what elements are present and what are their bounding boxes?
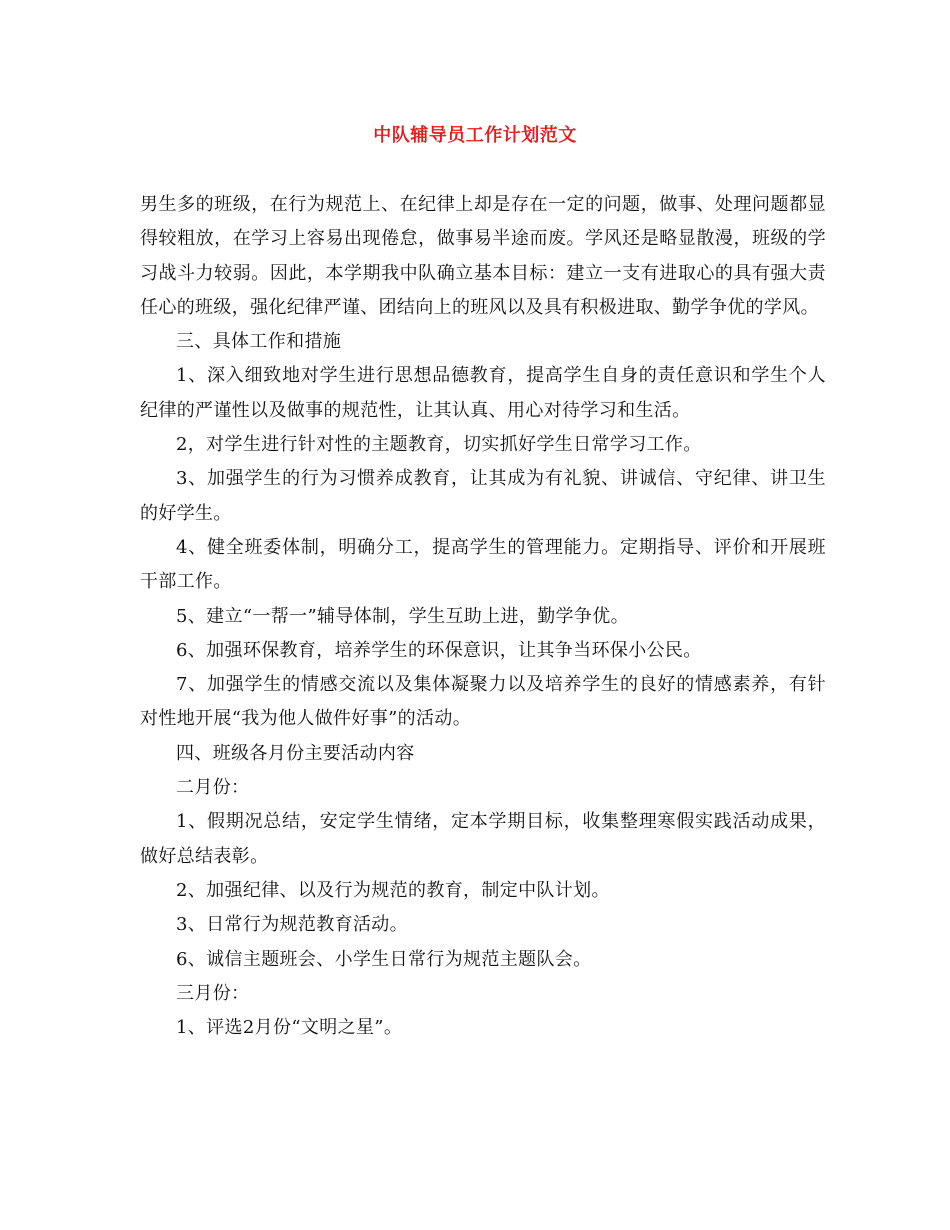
paragraph-intro: 男生多的班级，在行为规范上、在纪律上却是存在一定的问题，做事、处理问题都显得较粗放，在学习上容易出现倦怠，做事易半途而废。学风还是略显散漫，班级的学习战斗力较弱。因此，本学期我中队确立基本目标：建立一支有进取心的具有强大责任心的班级，强化纪律严谨、团结向上的班风以及具有积极进取、勤学争优的学风。 (140, 194, 826, 318)
list-item-march-1: 1、评选2月份“文明之星”。 (176, 1017, 403, 1039)
list-item-measure-1: 1、深入细致地对学生进行思想品德教育，提高学生自身的责任意识和学生个人纪律的严谨性以及做事的规范性，让其认真、用心对待学习和生活。 (140, 365, 826, 421)
section-heading-measures: 三、具体工作和措施 (176, 331, 342, 353)
list-item-measure-4: 4、健全班委体制，明确分工，提高学生的管理能力。定期指导、评价和开展班干部工作。 (140, 536, 826, 593)
document-body (140, 188, 826, 1045)
list-item-measure-5: 5、建立“一帮一”辅导体制，学生互助上进，勤学争优。 (176, 605, 629, 627)
list-item-february-2: 2、加强纪律、以及行为规范的教育，制定中队计划。 (176, 879, 610, 901)
list-item-measure-7: 7、加强学生的情感交流以及集体凝聚力以及培养学生的良好的情感素养，有针对性地开展“我为他人做件好事”的活动。 (140, 674, 826, 730)
list-item-measure-3: 3、加强学生的行为习惯养成教育，让其成为有礼貌、讲诚信、守纪律、讲卫生的好学生。 (140, 468, 826, 524)
document-title: 中队辅导员工作计划范文 (373, 125, 577, 146)
month-heading-march: 三月份： (176, 982, 250, 1004)
section-heading-monthly-activities: 四、班级各月份主要活动内容 (176, 742, 415, 764)
list-item-february-1: 1、假期况总结，安定学生情绪，定本学期目标，收集整理寒假实践活动成果，做好总结表彰。 (140, 811, 826, 867)
month-heading-february: 二月份： (176, 777, 250, 799)
list-item-measure-6: 6、加强环保教育，培养学生的环保意识，让其争当环保小公民。 (176, 639, 702, 661)
list-item-measure-2: 2，对学生进行针对性的主题教育，切实抓好学生日常学习工作。 (176, 434, 702, 456)
list-item-february-3: 3、日常行为规范教育活动。 (176, 914, 409, 936)
list-item-february-6: 6、诚信主题班会、小学生日常行为规范主题队会。 (176, 948, 592, 970)
